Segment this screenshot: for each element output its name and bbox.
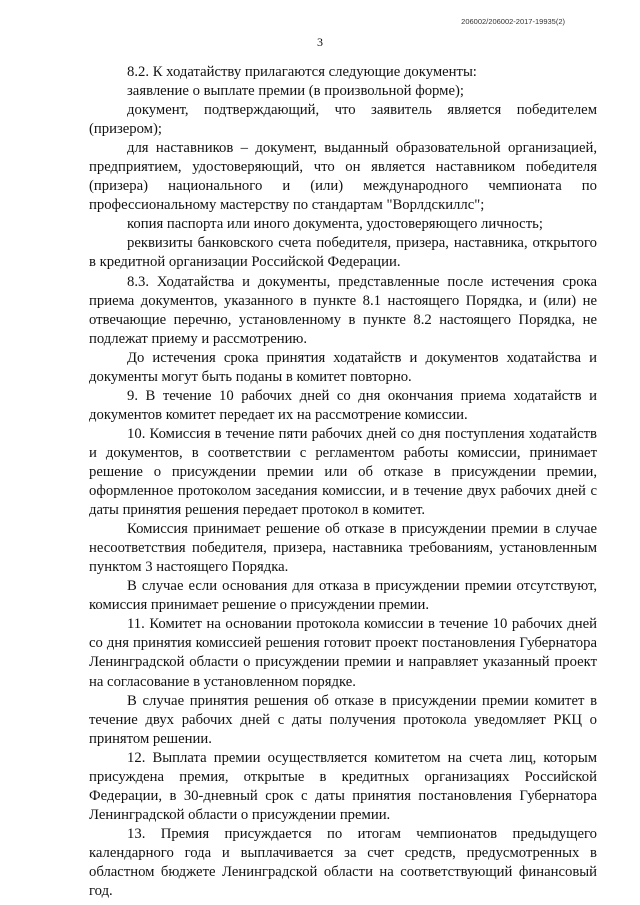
paragraph-8-3: 8.3. Ходатайства и документы, представленные после истечения срока приема документов, указанного в пункте 8.1 настоящего Порядка, и (или) не отвечающие перечню, установленному в пункте 8.2 настоящего Порядка, не подлежат приему и рассмотрению.	[89, 273, 597, 347]
paragraph-application: заявление о выплате премии (в произвольной форме);	[127, 83, 464, 100]
paragraph-passport: копия паспорта или иного документа, удостоверяющего личность;	[127, 216, 543, 233]
paragraph-refusal: Комиссия принимает решение об отказе в присуждении премии в случае несоответствия победителя, призера, наставника требованиям, установленным пунктом 3 настоящего Порядка.	[89, 521, 597, 576]
paragraph-winner-proof: документ, подтверждающий, что заявитель является победителем (призером);	[89, 102, 597, 138]
paragraph-9: 9. В течение 10 рабочих дней со дня окончания приема ходатайств и документов комитет передает их на рассмотрение комиссии.	[89, 387, 597, 423]
paragraph-13: 13. Премия присуждается по итогам чемпионатов предыдущего календарного года и выплачивается за счет средств, предусмотренных в областном бюджете Ленинградской области на соответствующий финансовый год.	[89, 825, 597, 900]
paragraph-notify-rkc: В случае принятия решения об отказе в присуждении премии комитет в течение двух рабочих дней с даты получения протокола уведомляет РКЦ о принятом решении.	[89, 692, 597, 747]
document-id: 206002/206002-2017-19935(2)	[461, 17, 565, 26]
paragraph-resubmit: До истечения срока принятия ходатайств и документов ходатайства и документы могут быть поданы в комитет повторно.	[89, 349, 597, 385]
paragraph-award-decision: В случае если основания для отказа в присуждении премии отсутствуют, комиссия принимает решение о присуждении премии.	[89, 578, 597, 614]
page-number: 3	[317, 35, 323, 49]
paragraph-11: 11. Комитет на основании протокола комиссии в течение 10 рабочих дней со дня принятия комиссией решения готовит проект постановления Губернатора Ленинградской области о присуждении премии и направляет указанный проект на согласование в установленном порядке.	[89, 616, 597, 690]
paragraph-12: 12. Выплата премии осуществляется комитетом на счета лиц, которым присуждена премия, открытые в кредитных организациях Российской Федерации, в 30-дневный срок с даты принятия постановления Губернатора Ленинградской области о присуждении премии.	[89, 749, 597, 823]
paragraph-8-2: 8.2. К ходатайству прилагаются следующие документы:	[127, 64, 477, 80]
paragraph-mentor-docs: для наставников – документ, выданный образовательной организацией, предприятием, удостоверяющий, что он является наставником победителя (призера) национального и (или) международного чемпионата по профессиональному мастерству по стандартам "Ворлдскиллс";	[89, 140, 597, 214]
paragraph-10: 10. Комиссия в течение пяти рабочих дней со дня поступления ходатайств и документов, в соответствии с регламентом работы комиссии, принимает решение о присуждении премии или об отказе в присуждении премии, оформленное протоколом заседания комиссии, и в течение двух рабочих дней с даты принятия решения передает протокол в комитет.	[89, 425, 597, 519]
document-body	[89, 63, 597, 901]
paragraph-bank-details: реквизиты банковского счета победителя, призера, наставника, открытого в кредитной организации Российской Федерации.	[89, 235, 597, 271]
